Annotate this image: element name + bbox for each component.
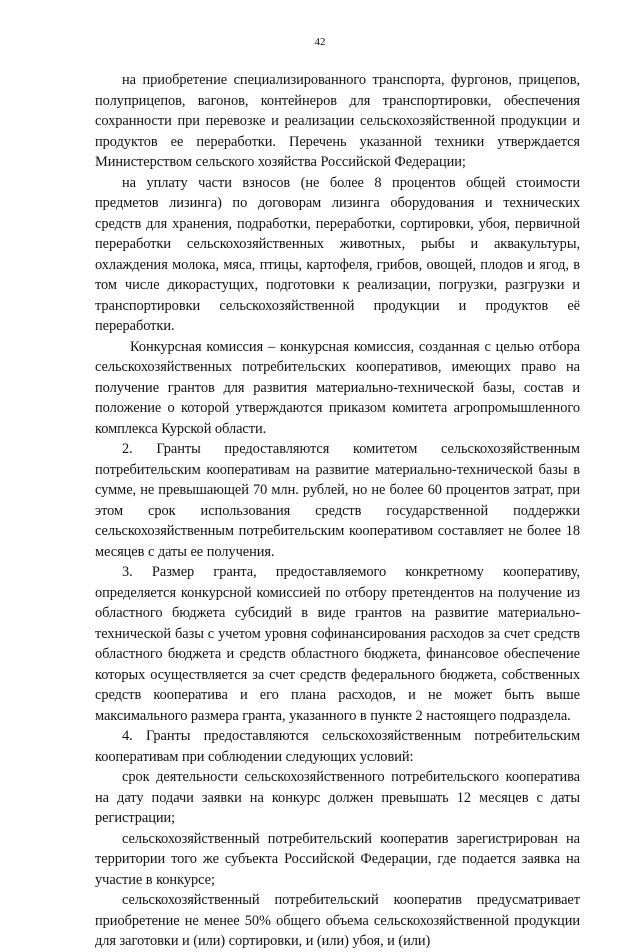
paragraph-condition-term: срок деятельности сельскохозяйственного потребительского кооператива на дату подачи заявки на конкурс должен превышать 12 месяцев с даты регистрации; (95, 769, 580, 826)
paragraph-item-2-grants: 2. Гранты предоставляются комитетом сельскохозяйственным потребительским кооперативам на развитие материально-технической базы в сумме, не превышающей 70 млн. рублей, но не более 60 процентов затрат, при этом срок использования средств государственной поддержки сельскохозяйственным потребительским кооперативом составляет не более 18 месяцев с даты ее получения. (95, 441, 580, 560)
paragraph-item-4-conditions: 4. Гранты предоставляются сельскохозяйственным потребительским кооперативам при соблюдении следующих условий: (95, 728, 580, 765)
paragraph-leasing-payments: на уплату части взносов (не более 8 процентов общей стоимости предметов лизинга) по договорам лизинга оборудования и технических средств для хранения, подработки, переработки, сортировки, убоя, первичной переработки сельскохозяйственных животных, рыбы и аквакультуры, охлаждения молока, мяса, птицы, картофеля, грибов, овощей, плодов и ягод, в том числе дикорастущих, подготовки к реализации, погрузки, разгрузки и транспортировки сельскохозяйственной продукции и продуктов её переработки. (95, 174, 580, 334)
paragraph-competition-commission: Конкурсная комиссия – конкурсная комиссия, созданная с целью отбора сельскохозяйственных потребительских кооперативов, имеющих право на получение грантов для развития материально-технической базы, состав и положение о которой утверждаются приказом комитета агропромышленного комплекса Курской области. (95, 338, 580, 437)
paragraph-condition-purchase-share: сельскохозяйственный потребительский кооператив предусматривает приобретение не менее 50% общего объема сельскохозяйственной продукции для заготовки и (или) сортировки, и (или) убоя, и (или) (95, 892, 580, 949)
paragraph-transport-purchase: на приобретение специализированного транспорта, фургонов, прицепов, полуприцепов, вагонов, контейнеров для транспортировки, обеспечения сохранности при перевозке и реализации сельскохозяйственной продукции и продуктов ее переработки. Перечень указанной техники утверждается Министерством сельского хозяйства Российской Федерации; (95, 72, 580, 170)
page-number: 42 (314, 36, 326, 48)
document-body (95, 70, 580, 952)
paragraph-condition-registration: сельскохозяйственный потребительский кооператив зарегистрирован на территории того же субъекта Российской Федерации, где подается заявка на участие в конкурсе; (95, 830, 580, 888)
paragraph-item-3-grant-size: 3. Размер гранта, предоставляемого конкретному кооперативу, определяется конкурсной комиссией по отбору претендентов на получение из областного бюджета субсидий в виде грантов на развитие материально-технической базы с учетом уровня софинансирования расходов за счет средств областного бюджета и средств областного бюджета, финансовое обеспечение которых осуществляется за счет средств федерального бюджета, собственных средств кооператива и его плана расходов, и не может быть выше максимального размера гранта, указанного в пункте 2 настоящего подраздела. (95, 564, 580, 724)
